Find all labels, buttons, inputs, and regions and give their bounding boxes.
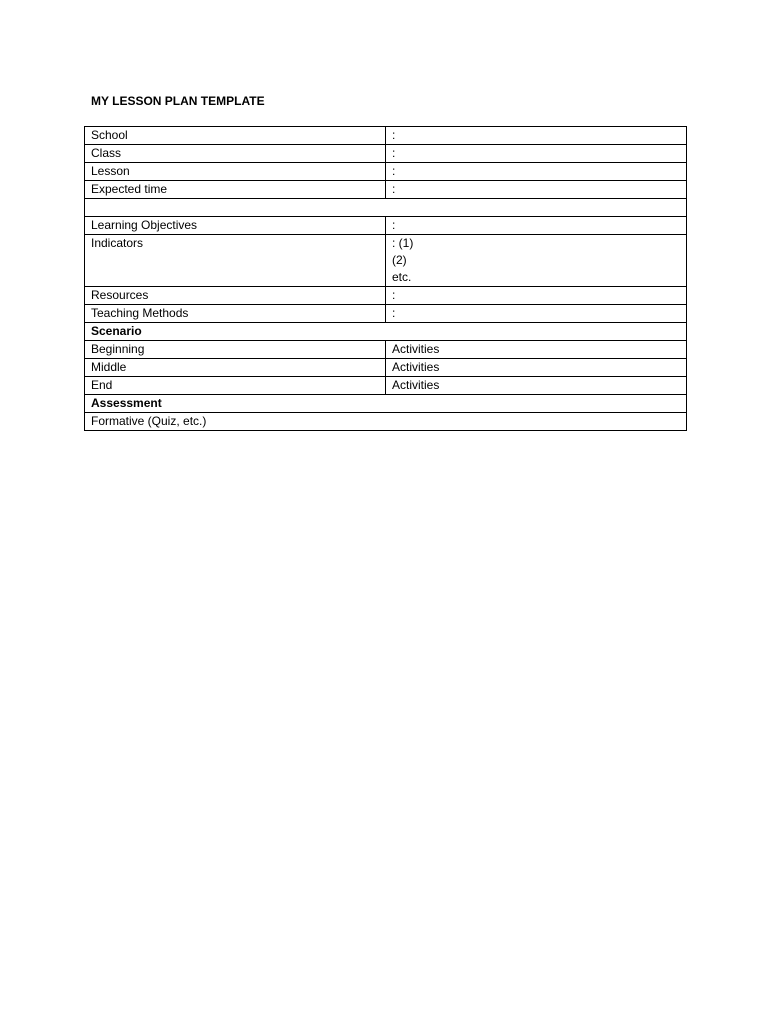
row-value-middle: Activities	[386, 359, 687, 377]
row-value-class: :	[386, 145, 687, 163]
table-row-school	[85, 127, 687, 145]
row-label-school: School	[85, 127, 386, 145]
row-value-lesson: :	[386, 163, 687, 181]
row-value-school: :	[386, 127, 687, 145]
table-row-resources	[85, 287, 687, 305]
table-row-end	[85, 377, 687, 395]
row-label-indicators: Indicators	[85, 235, 386, 287]
table-row-lesson	[85, 163, 687, 181]
section-heading-assessment: Assessment	[85, 395, 687, 413]
row-label-lesson: Lesson	[85, 163, 386, 181]
document-title: MY LESSON PLAN TEMPLATE	[91, 94, 265, 108]
row-value-beginning: Activities	[386, 341, 687, 359]
table-row-beginning	[85, 341, 687, 359]
row-value-teaching-methods: :	[386, 305, 687, 323]
lesson-plan-table	[84, 126, 687, 431]
indicator-line-1: : (1)	[392, 236, 414, 250]
row-value-expected-time: :	[386, 181, 687, 199]
indicator-line-3: etc.	[392, 270, 412, 284]
row-label-teaching-methods: Teaching Methods	[85, 305, 386, 323]
row-value-resources: :	[386, 287, 687, 305]
row-label-end: End	[85, 377, 386, 395]
table-row-assessment	[85, 395, 687, 413]
indicator-line-2: (2)	[392, 253, 407, 267]
row-label-middle: Middle	[85, 359, 386, 377]
table-row-learning-objectives	[85, 217, 687, 235]
row-label-resources: Resources	[85, 287, 386, 305]
table-row-blank	[85, 199, 687, 217]
table-row-indicators	[85, 235, 687, 287]
row-value-learning-objectives: :	[386, 217, 687, 235]
blank-row-cell	[85, 199, 687, 217]
row-label-formative: Formative (Quiz, etc.)	[85, 413, 687, 431]
row-label-beginning: Beginning	[85, 341, 386, 359]
table-row-formative	[85, 413, 687, 431]
table-row-class	[85, 145, 687, 163]
row-label-expected-time: Expected time	[85, 181, 386, 199]
row-value-indicators	[386, 235, 687, 287]
table-row-scenario	[85, 323, 687, 341]
table-row-middle	[85, 359, 687, 377]
table-row-expected-time	[85, 181, 687, 199]
row-value-end: Activities	[386, 377, 687, 395]
row-label-learning-objectives: Learning Objectives	[85, 217, 386, 235]
section-heading-scenario: Scenario	[85, 323, 687, 341]
row-label-class: Class	[85, 145, 386, 163]
table-row-teaching-methods	[85, 305, 687, 323]
